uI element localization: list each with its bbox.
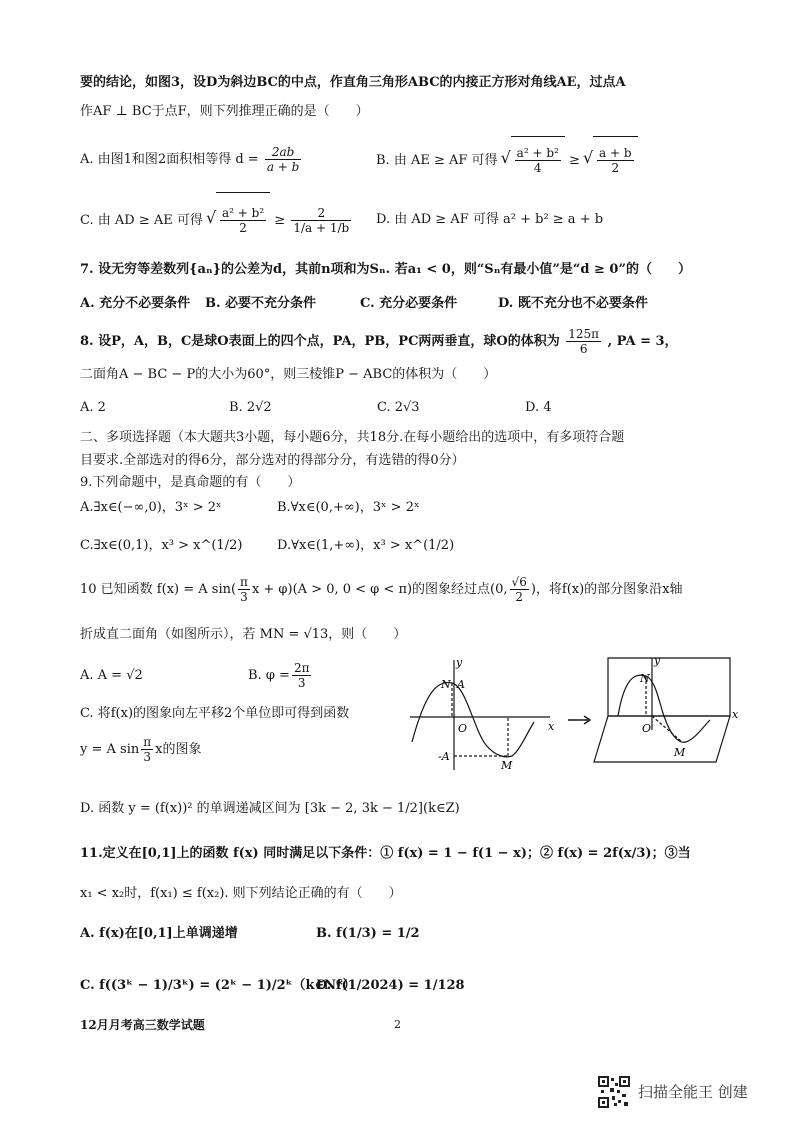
q10-option-a: A. A = √2 [80, 668, 143, 683]
label-O-left: O [458, 722, 468, 735]
q10-stem-2: 折成直二面角（如图所示），若 MN = √13，则（ ） [80, 627, 407, 642]
q11-option-a: A. f(x)在[0,1]上单调递增 [80, 926, 238, 941]
label-x-right: x [732, 708, 739, 721]
footer-title: 12月月考高三数学试题 [80, 1018, 205, 1032]
q6-option-a: A. 由图1和图2面积相等得 d = $\frac{2ab}{a + b}$ [80, 145, 300, 174]
q9-option-d: D.∀x∈(1,+∞)，x³ > x^(1/2) [277, 538, 455, 553]
label-y-right: y [654, 654, 661, 667]
q8-option-c: C. 2√3 [377, 400, 420, 415]
intro-line-2: 作AF ⊥ BC于点F，则下列推理正确的是（ ） [80, 104, 369, 119]
q7-option-a: A. 充分不必要条件 [80, 296, 191, 311]
q6-option-c: C. 由 AD ≥ AE 可得 √ $\frac{\text{a² + b²}}{2}$ ≥ $\frac{2}{1/a + 1/b}$ [80, 192, 353, 248]
q11-stem-1: 11.定义在[0,1]上的函数 f(x) 同时满足以下条件：① f(x) = 1 − f(1 − x)；② f(x) = 2f(x/3)；③当 [80, 846, 691, 861]
q8-stem-1: 8. 设P，A，B，C是球O表面上的四个点，PA，PB，PC两两垂直，球O的体积为 $\frac{125\pi}{6}$ , PA = 3， [80, 327, 678, 356]
q8-stem-2: 二面角A − BC − P的大小为60°，则三棱锥P − ABC的体积为（ ） [80, 367, 497, 382]
q6-option-d: D. 由 AD ≥ AF 可得 a² + b² ≥ a + b [376, 212, 604, 227]
label-negA: -A [438, 750, 450, 763]
graph-left [410, 660, 550, 770]
q10-figure [408, 650, 744, 780]
q11-option-d: D. f(1/2024) = 1/128 [316, 978, 465, 993]
q9-stem: 9.下列命题中，是真命题的有（ ） [80, 475, 301, 490]
label-M-right: M [674, 746, 686, 759]
graph-right [594, 658, 730, 762]
label-N-right: N [640, 672, 650, 685]
q10-option-b: B. φ = $\frac{2\pi}{3}$ [248, 661, 310, 690]
q6-option-b: B. 由 AE ≥ AF 可得 √ $\frac{\text{a² + b²}}{4}$ ≥ √ $\frac{a + b}{2}$ [376, 136, 638, 184]
q8-option-d: D. 4 [525, 400, 552, 415]
label-N-left: N [441, 678, 451, 691]
q10-option-d: D. 函数 y = (f(x))² 的单调递减区间为 [3k − 2, 3k − 1/2](k∈Z) [80, 801, 460, 816]
section2-line-1: 二、多项选择题（本大题共3小题，每小题6分，共18分.在每小题给出的选项中，有多项符合题 [80, 430, 625, 445]
label-A: A [457, 678, 465, 691]
q10-option-c-line-2: y = A sin $\frac{\pi}{3}$ x的图象 [80, 735, 202, 764]
q11-option-c: C. f((3ᵏ − 1)/3ᵏ) = (2ᵏ − 1)/2ᵏ（k∈N*） [80, 978, 356, 993]
intro-line-1: 要的结论，如图3，设D为斜边BC的中点，作直角三角形ABC的内接正方形对角线AE，过点A [80, 75, 626, 90]
label-y-left: y [456, 656, 463, 669]
q10-option-c-line-1: C. 将f(x)的图象向左平移2个单位即可得到函数 [80, 706, 350, 721]
page-number: 2 [394, 1018, 401, 1031]
q7-option-d: D. 既不充分也不必要条件 [498, 296, 648, 311]
sine-curve-lower [664, 716, 710, 742]
q9-option-a: A.∃x∈(−∞,0)，3ˣ > 2ˣ [80, 500, 222, 515]
q10-stem-1: 10 已知函数 f(x) = A sin( $\frac{\pi}{3}$ x + φ)(A > 0, 0 < φ < π)的图象经过点(0, $\frac{√6}{2}$ )，将f(x)的部分图象沿x轴 [80, 575, 683, 604]
q8-option-b: B. 2√2 [229, 400, 272, 415]
q11-option-b: B. f(1/3) = 1/2 [316, 926, 420, 941]
section2-line-2: 目要求.全部选对的得6分，部分选对的得部分分，有选错的得0分） [80, 453, 465, 468]
arrow-icon [568, 716, 590, 724]
q9-option-c: C.∃x∈(0,1)，x³ > x^(1/2) [80, 538, 243, 553]
q11-stem-2: x₁ < x₂时，f(x₁) ≤ f(x₂). 则下列结论正确的有（ ） [80, 886, 402, 901]
label-x-left: x [548, 720, 555, 733]
q8-option-a: A. 2 [80, 400, 106, 415]
sine-curve-left [412, 683, 534, 757]
qr-code-icon [598, 1076, 630, 1108]
q9-option-b: B.∀x∈(0,+∞)，3ˣ > 2ˣ [277, 500, 420, 515]
q7-stem: 7. 设无穷等差数列{aₙ}的公差为d，其前n项和为Sₙ. 若a₁ < 0，则“Sₙ有最小值”是“d ≥ 0”的（ ） [80, 262, 691, 277]
label-M-left: M [501, 759, 513, 772]
watermark-text: 扫描全能王 创建 [638, 1083, 748, 1101]
q7-option-b: B. 必要不充分条件 [205, 296, 317, 311]
q7-option-c: C. 充分必要条件 [360, 296, 458, 311]
horizontal-plane [594, 716, 730, 762]
label-O-right: O [642, 722, 652, 735]
